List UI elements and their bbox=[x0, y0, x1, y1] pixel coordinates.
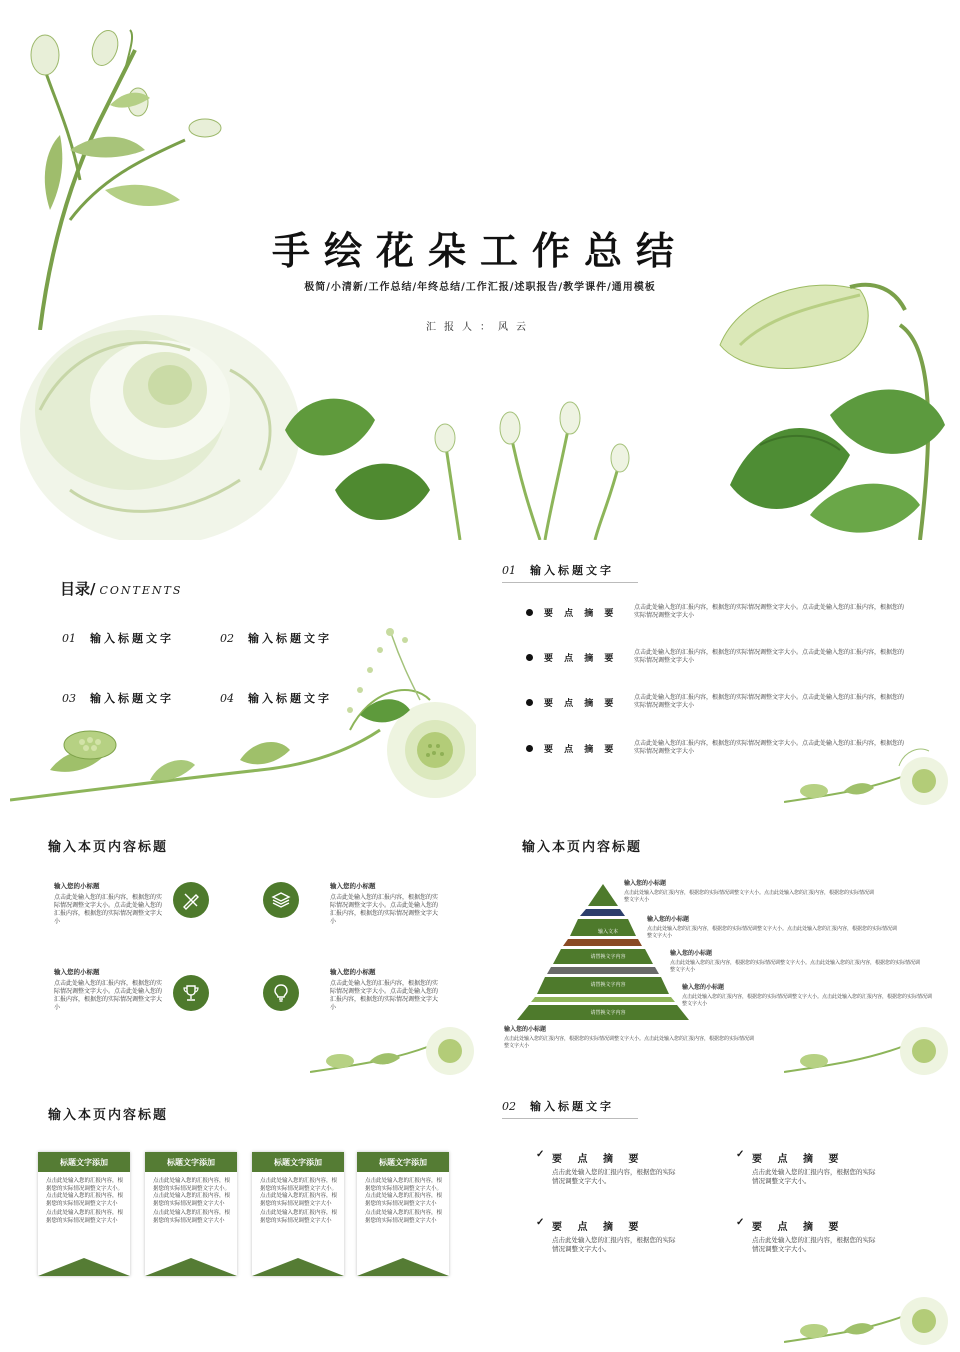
corner-flower-illustration bbox=[784, 736, 950, 806]
check-icon: ✓ bbox=[536, 1149, 545, 1160]
point-key: 要 点 摘 要 bbox=[552, 1154, 645, 1165]
pyramid-note-1 bbox=[624, 880, 874, 904]
card-paragraph: 点击此处输入您的汇报内容，根据您的实际情况调整文字大小 bbox=[260, 1210, 338, 1224]
note-text: 点击此处输入您的汇报内容，根据您的实际情况调整文字大小。点击此处输入您的汇报内容，根据您的实际情况调整文字大小 bbox=[504, 1036, 755, 1049]
check-icon: ✓ bbox=[736, 1217, 745, 1228]
lily-bud-illustration bbox=[700, 265, 950, 540]
card-paragraph: 点击此处输入您的汇报内容，根据您的实际情况调整文字大小 bbox=[365, 1210, 443, 1224]
block-heading: 输入您的小标题 bbox=[330, 882, 376, 890]
note-heading: 输入您的小标题 bbox=[682, 984, 725, 991]
card-paragraph: 点击此处输入您的汇报内容，根据您的实际情况调整文字大小。点击此处输入您的汇报内容，根据您的实际情况调整文字大小 bbox=[46, 1178, 124, 1207]
toc-heading-en: CONTENTS bbox=[99, 584, 183, 597]
block-text: 点击此处输入您的汇报内容，根据您的实际情况调整文字大小。点击此处输入您的汇报内容，根据您的实际情况调整文字大小 bbox=[330, 894, 439, 925]
cover-slide bbox=[10, 10, 950, 540]
card-paragraph: 点击此处输入您的汇报内容，根据您的实际情况调整文字大小。点击此处输入您的汇报内容，根据您的实际情况调整文字大小 bbox=[365, 1178, 443, 1207]
card-triangle bbox=[38, 1258, 130, 1276]
check-icon: ✓ bbox=[536, 1217, 545, 1228]
block-text: 点击此处输入您的汇报内容，根据您的实际情况调整文字大小。点击此处输入您的汇报内容，根据您的实际情况调整文字大小 bbox=[330, 980, 439, 1011]
point-text: 点击此处输入您的汇报内容，根据您的实际情况调整文字大小。 bbox=[752, 1236, 876, 1253]
point-text: 点击此处输入您的汇报内容，根据您的实际情况调整文字大小。点击此处输入您的汇报内容，根据您的实际情况调整文字大小 bbox=[634, 740, 905, 755]
card-triangle bbox=[252, 1258, 344, 1276]
card-paragraph: 点击此处输入您的汇报内容，根据您的实际情况调整文字大小。点击此处输入您的汇报内容，根据您的实际情况调整文字大小 bbox=[153, 1178, 231, 1207]
check-icon: ✓ bbox=[736, 1149, 745, 1160]
bullet-icon bbox=[526, 745, 533, 752]
note-heading: 输入您的小标题 bbox=[670, 950, 713, 957]
vine-flower-illustration bbox=[10, 620, 476, 806]
point-text: 点击此处输入您的汇报内容，根据您的实际情况调整文字大小。点击此处输入您的汇报内容，根据您的实际情况调整文字大小 bbox=[634, 649, 905, 664]
section1-header bbox=[502, 562, 638, 583]
toc-item-num: 03 bbox=[62, 692, 76, 705]
section2-title: 输入标题文字 bbox=[530, 1100, 614, 1113]
card-heading: 标题文字添加 bbox=[357, 1152, 449, 1172]
layers-icon bbox=[263, 882, 299, 918]
toc-heading-cn: 目录/ bbox=[60, 580, 96, 598]
section1-num: 01 bbox=[502, 564, 516, 577]
toc-heading bbox=[60, 578, 182, 599]
block-heading: 输入您的小标题 bbox=[330, 968, 376, 976]
bullet-icon bbox=[526, 609, 533, 616]
toc-item-num: 02 bbox=[220, 632, 234, 645]
pyramid-note-3 bbox=[670, 950, 920, 974]
note-text: 点击此处输入您的汇报内容，根据您的实际情况调整文字大小。点击此处输入您的汇报内容，根据您的实际情况调整文字大小 bbox=[647, 926, 898, 939]
pyramid-slide-title: 输入本页内容标题 bbox=[522, 840, 643, 855]
note-heading: 输入您的小标题 bbox=[504, 1026, 547, 1033]
card-heading: 标题文字添加 bbox=[145, 1152, 237, 1172]
block-text: 点击此处输入您的汇报内容，根据您的实际情况调整文字大小。点击此处输入您的汇报内容，根据您的实际情况调整文字大小 bbox=[54, 894, 163, 925]
lightbulb-icon bbox=[263, 975, 299, 1011]
info-card-1 bbox=[38, 1152, 130, 1276]
point-key: 要 点 摘 要 bbox=[544, 609, 618, 619]
point-key: 要 点 摘 要 bbox=[544, 699, 618, 709]
toc-item-num: 01 bbox=[62, 632, 76, 645]
point-key: 要 点 摘 要 bbox=[752, 1154, 845, 1165]
card-heading: 标题文字添加 bbox=[38, 1152, 130, 1172]
corner-flower-illustration bbox=[784, 1006, 950, 1076]
corner-flower-illustration bbox=[310, 1006, 476, 1076]
note-text: 点击此处输入您的汇报内容，根据您的实际情况调整文字大小。点击此处输入您的汇报内容，根据您的实际情况调整文字大小 bbox=[624, 890, 875, 903]
point-text: 点击此处输入您的汇报内容，根据您的实际情况调整文字大小。 bbox=[752, 1168, 876, 1185]
section2-slide bbox=[484, 1090, 950, 1346]
section2-point-4 bbox=[736, 1218, 876, 1254]
note-heading: 输入您的小标题 bbox=[624, 880, 667, 887]
card-paragraph: 点击此处输入您的汇报内容，根据您的实际情况调整文字大小 bbox=[46, 1210, 124, 1224]
block-heading: 输入您的小标题 bbox=[54, 882, 100, 890]
pyramid-level-4: 请替换文字内容 bbox=[590, 1010, 626, 1016]
point-text: 点击此处输入您的汇报内容，根据您的实际情况调整文字大小。 bbox=[552, 1236, 676, 1253]
cover-reporter: 汇报人：风云 bbox=[426, 322, 534, 333]
block-text: 点击此处输入您的汇报内容，根据您的实际情况调整文字大小。点击此处输入您的汇报内容，根据您的实际情况调整文字大小 bbox=[54, 980, 163, 1011]
card-triangle bbox=[145, 1258, 237, 1276]
pyramid-level-3: 请替换文字内容 bbox=[590, 982, 626, 988]
trophy-icon bbox=[173, 975, 209, 1011]
pyramid-note-4 bbox=[682, 984, 932, 1008]
bullet-icon bbox=[526, 654, 533, 661]
toc-item-label: 输入标题文字 bbox=[248, 692, 332, 705]
info-card-3 bbox=[252, 1152, 344, 1276]
section2-point-2 bbox=[736, 1150, 876, 1186]
icons-slide-title: 输入本页内容标题 bbox=[48, 840, 169, 855]
bullet-icon bbox=[526, 699, 533, 706]
toc-item-label: 输入标题文字 bbox=[248, 632, 332, 645]
pyramid-level-2: 请替换文字内容 bbox=[590, 954, 626, 960]
card-paragraph: 点击此处输入您的汇报内容，根据您的实际情况调整文字大小。点击此处输入您的汇报内容，根据您的实际情况调整文字大小 bbox=[260, 1178, 338, 1207]
point-text: 点击此处输入您的汇报内容，根据您的实际情况调整文字大小。 bbox=[552, 1168, 676, 1185]
info-card-4 bbox=[357, 1152, 449, 1276]
pyramid-note-5 bbox=[504, 1026, 754, 1050]
point-key: 要 点 摘 要 bbox=[752, 1222, 845, 1233]
buds-illustration bbox=[420, 400, 640, 540]
section2-point-3 bbox=[536, 1218, 676, 1254]
icons-slide bbox=[10, 820, 476, 1076]
toc-item-label: 输入标题文字 bbox=[90, 632, 174, 645]
cover-title: 手绘花朵工作总结 bbox=[271, 228, 688, 273]
card-triangle bbox=[357, 1258, 449, 1276]
card-paragraph: 点击此处输入您的汇报内容，根据您的实际情况调整文字大小 bbox=[153, 1210, 231, 1224]
leaves-illustration bbox=[275, 380, 435, 540]
note-heading: 输入您的小标题 bbox=[647, 916, 690, 923]
icon-block-1 bbox=[54, 882, 164, 926]
toc-item-num: 04 bbox=[220, 692, 234, 705]
cover-subtitle: 极简/小清新/工作总结/年终总结/工作汇报/述职报告/教学课件/通用模板 bbox=[304, 282, 656, 293]
toc-slide bbox=[10, 550, 476, 806]
pyramid-note-2 bbox=[647, 916, 897, 940]
card-body bbox=[38, 1172, 130, 1225]
section1-title: 输入标题文字 bbox=[530, 564, 614, 577]
note-text: 点击此处输入您的汇报内容，根据您的实际情况调整文字大小。点击此处输入您的汇报内容，根据您的实际情况调整文字大小 bbox=[670, 960, 921, 973]
info-card-2 bbox=[145, 1152, 237, 1276]
icon-block-3 bbox=[54, 968, 164, 1012]
section2-num: 02 bbox=[502, 1100, 516, 1113]
cards-slide-title: 输入本页内容标题 bbox=[48, 1108, 169, 1123]
card-body bbox=[252, 1172, 344, 1225]
point-key: 要 点 摘 要 bbox=[552, 1222, 645, 1233]
pyramid-slide bbox=[484, 820, 950, 1076]
toc-item-label: 输入标题文字 bbox=[90, 692, 174, 705]
section2-point-1 bbox=[536, 1150, 676, 1186]
section2-header bbox=[502, 1098, 638, 1119]
pyramid-level-1: 输入文本 bbox=[597, 929, 618, 935]
section1-slide bbox=[484, 550, 950, 806]
pencil-ruler-icon bbox=[173, 882, 209, 918]
corner-flower-illustration bbox=[784, 1276, 950, 1346]
cards-slide bbox=[10, 1090, 476, 1346]
note-text: 点击此处输入您的汇报内容，根据您的实际情况调整文字大小。点击此处输入您的汇报内容，根据您的实际情况调整文字大小 bbox=[682, 994, 933, 1007]
card-body bbox=[145, 1172, 237, 1225]
card-body bbox=[357, 1172, 449, 1225]
icon-block-2 bbox=[330, 882, 440, 926]
card-heading: 标题文字添加 bbox=[252, 1152, 344, 1172]
point-text: 点击此处输入您的汇报内容，根据您的实际情况调整文字大小。点击此处输入您的汇报内容，根据您的实际情况调整文字大小 bbox=[634, 694, 905, 709]
point-key: 要 点 摘 要 bbox=[544, 745, 618, 755]
block-heading: 输入您的小标题 bbox=[54, 968, 100, 976]
point-key: 要 点 摘 要 bbox=[544, 654, 618, 664]
point-text: 点击此处输入您的汇报内容，根据您的实际情况调整文字大小。点击此处输入您的汇报内容，根据您的实际情况调整文字大小 bbox=[634, 604, 905, 619]
